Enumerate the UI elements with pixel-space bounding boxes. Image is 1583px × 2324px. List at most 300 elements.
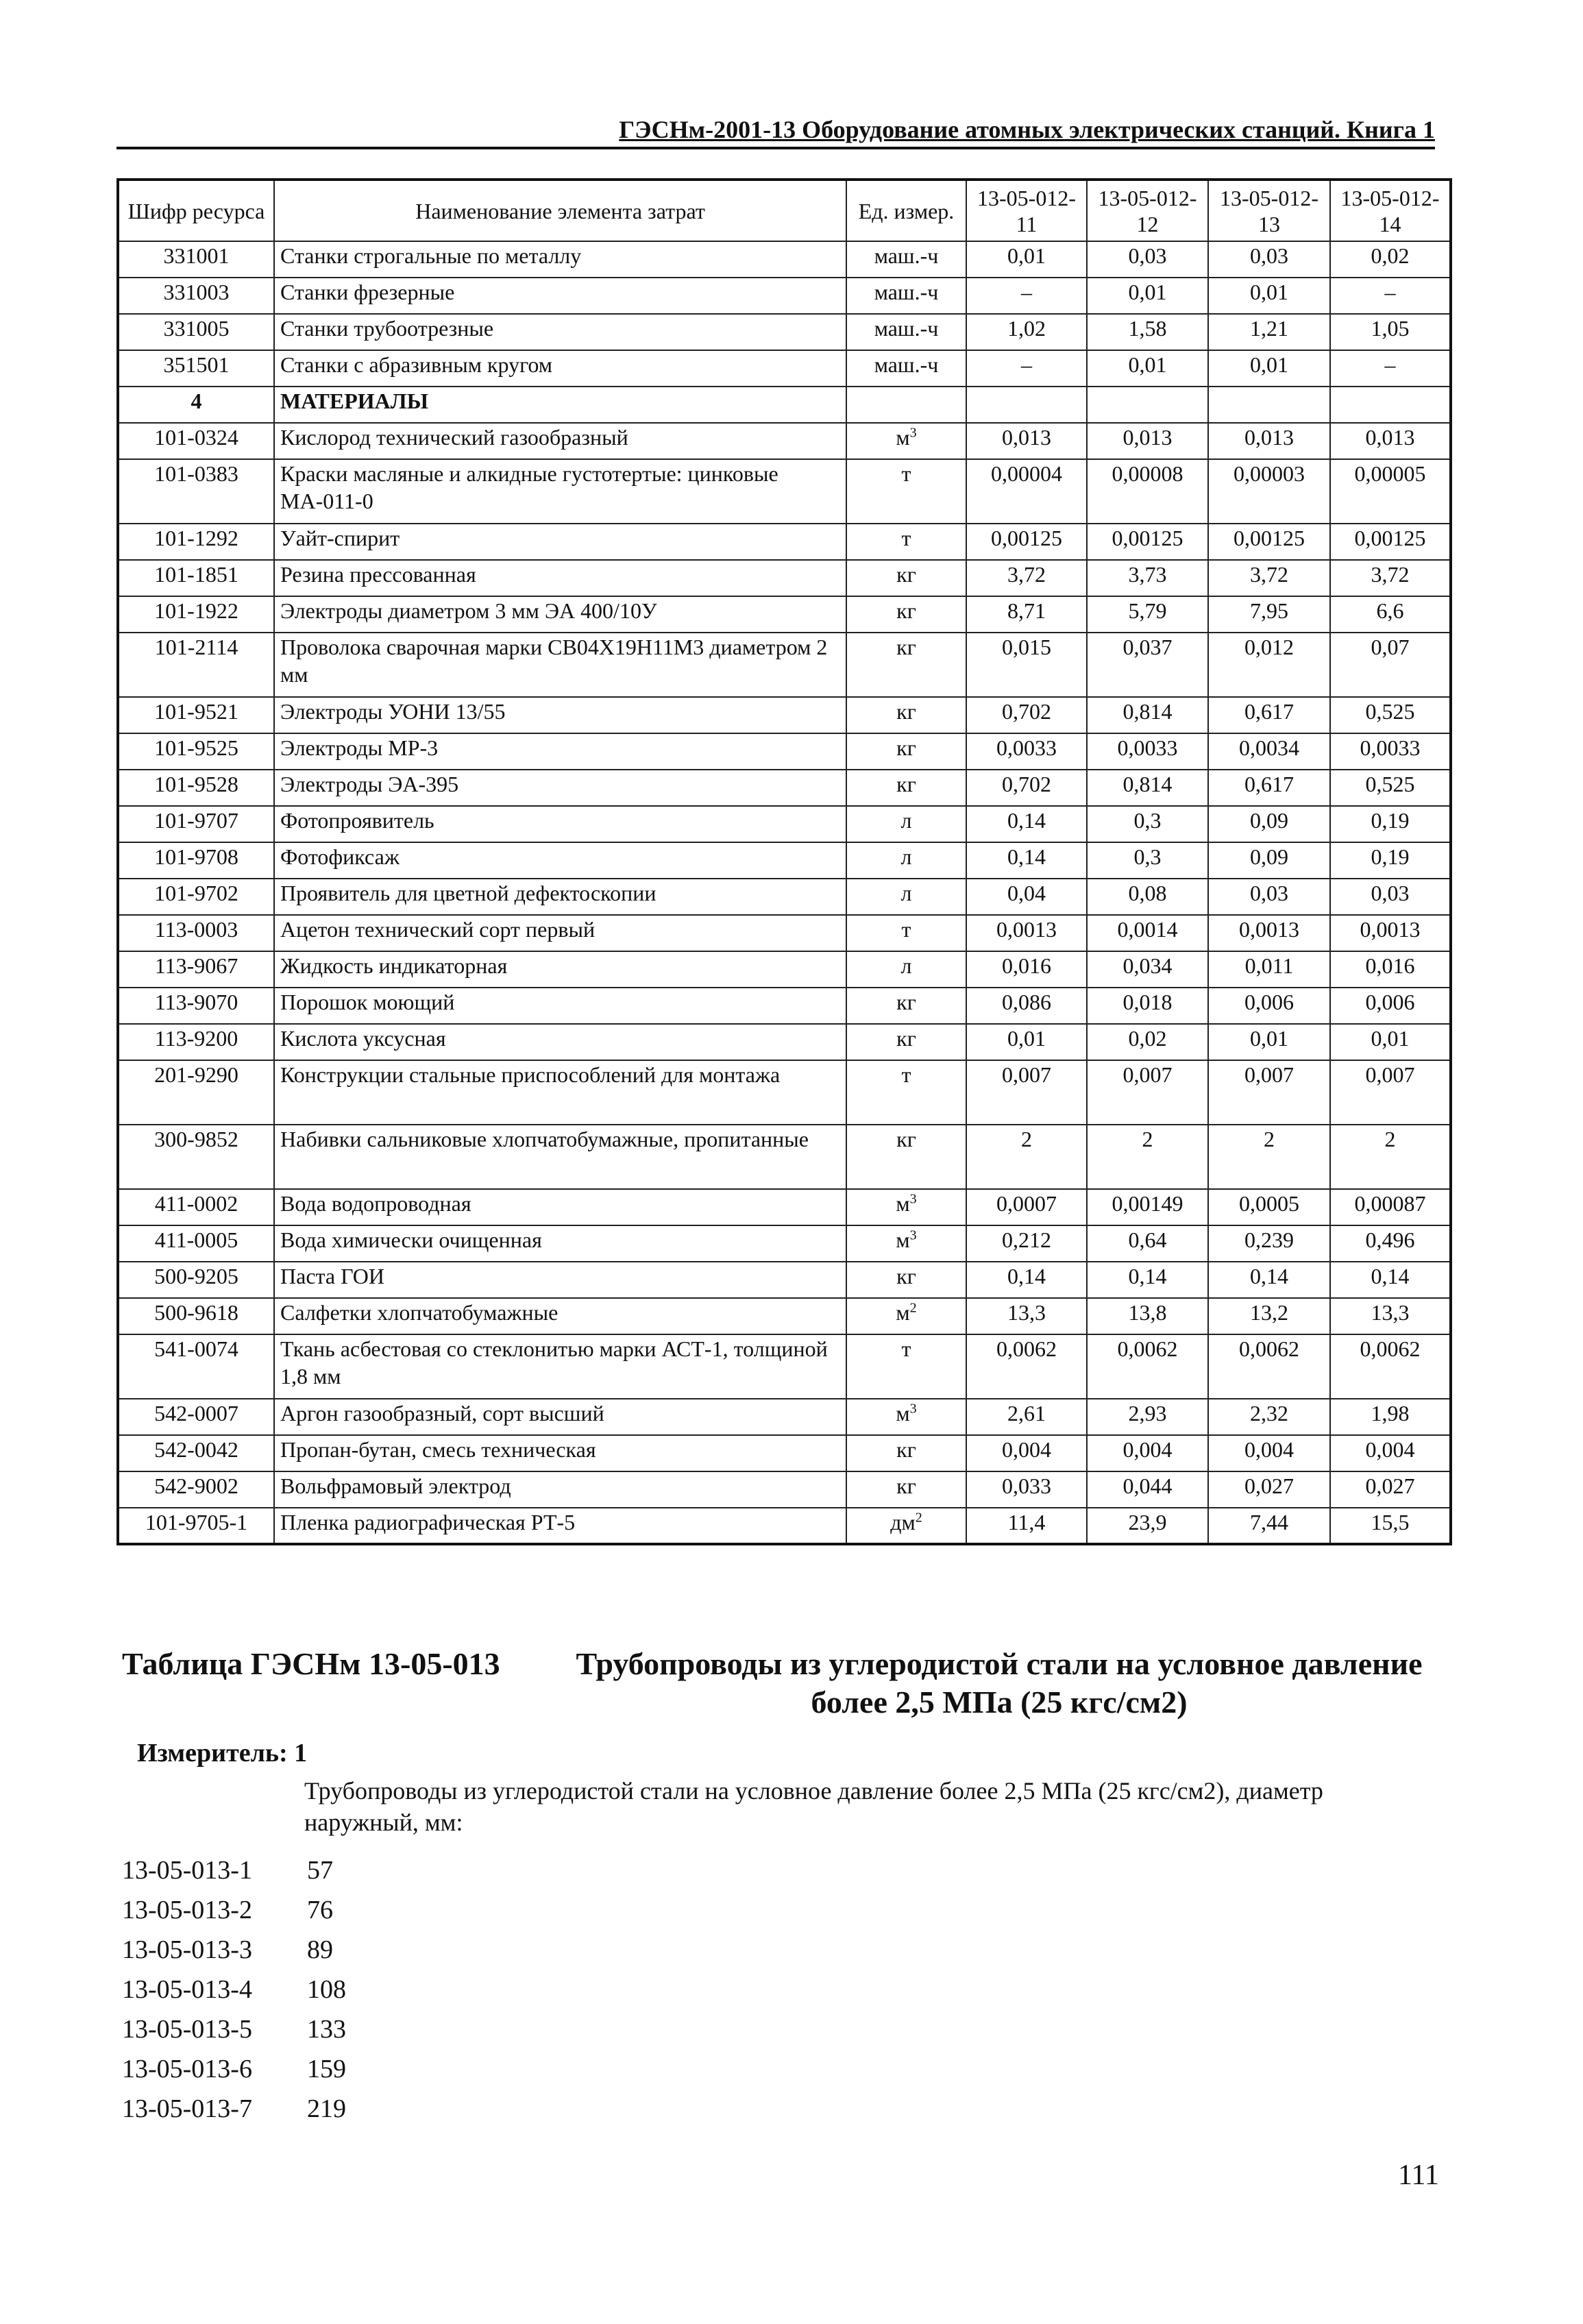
resource-code: 113-9200 (118, 1024, 274, 1060)
diameter-value: 108 (307, 1975, 346, 2004)
table-row (118, 1298, 1451, 1334)
resource-unit (846, 387, 966, 423)
resource-name: МАТЕРИАЛЫ (274, 387, 846, 423)
resource-code: 101-9525 (118, 733, 274, 770)
column-header: 13-05-012-12 (1087, 180, 1208, 241)
norm-value: 0,14 (966, 1262, 1087, 1298)
table-row (118, 1024, 1451, 1060)
norm-value: 0,3 (1087, 842, 1208, 879)
norm-value: 0,03 (1330, 879, 1451, 915)
table-body (118, 241, 1451, 1544)
norm-value: 2,61 (966, 1399, 1087, 1435)
header-title: ГЭСНм-2001-13 Оборудование атомных электрических станций. Книга 1 (619, 116, 1435, 143)
norm-value: 0,007 (966, 1060, 1087, 1125)
norm-value: 0,03 (1087, 241, 1208, 278)
resource-code: 4 (118, 387, 274, 423)
resource-unit (846, 951, 966, 988)
norm-value: 0,14 (966, 806, 1087, 842)
norm-code: 13-05-013-1 (122, 1856, 252, 1885)
norm-value: 0,617 (1208, 697, 1330, 733)
table-row (118, 350, 1451, 387)
column-header: 13-05-012-13 (1208, 180, 1330, 241)
column-header: Наименование элемента затрат (274, 180, 846, 241)
norm-code: 13-05-013-5 (122, 2015, 252, 2044)
diameter-value: 133 (307, 2015, 346, 2044)
resource-name: Аргон газообразный, сорт высший (274, 1399, 846, 1435)
table-row (118, 697, 1451, 733)
norm-value: 0,814 (1087, 697, 1208, 733)
norm-code: 13-05-013-6 (122, 2055, 252, 2083)
norm-value: – (966, 350, 1087, 387)
resource-unit (846, 697, 966, 733)
norm-value: 0,09 (1208, 842, 1330, 879)
unit-text: т (901, 917, 911, 942)
norm-value: – (966, 278, 1087, 314)
unit-text: т (901, 1062, 911, 1087)
norm-value: 13,3 (966, 1298, 1087, 1334)
resource-name: Станки с абразивным кругом (274, 350, 846, 387)
unit-text: кг (896, 1264, 916, 1288)
unit-text: кг (896, 635, 916, 659)
resource-code: 542-9002 (118, 1471, 274, 1508)
table-header-row (118, 180, 1451, 241)
resource-unit (846, 1125, 966, 1189)
list-item (122, 2009, 346, 2049)
resource-unit (846, 915, 966, 951)
unit-text: л (900, 844, 912, 869)
table-row (118, 1435, 1451, 1471)
list-item (122, 1850, 346, 1890)
table-row (118, 314, 1451, 350)
norm-value: 0,0062 (1087, 1334, 1208, 1399)
resource-name: Фотофиксаж (274, 842, 846, 879)
column-header: Ед. измер. (846, 180, 966, 241)
norm-value: 0,14 (1330, 1262, 1451, 1298)
norm-value: 0,034 (1087, 951, 1208, 988)
unit-text: т (901, 526, 911, 550)
norm-value: 2 (1087, 1125, 1208, 1189)
norm-value: 0,006 (1330, 988, 1451, 1024)
resource-name: Салфетки хлопчатобумажные (274, 1298, 846, 1334)
diameter-value: 219 (307, 2094, 346, 2123)
norm-value: 0,09 (1208, 806, 1330, 842)
norm-value: 11,4 (966, 1508, 1087, 1544)
resource-name: Ткань асбестовая со стеклонитью марки АСТ-1, толщиной 1,8 мм (274, 1334, 846, 1399)
unit-text: маш.-ч (874, 280, 939, 304)
resource-name: Электроды МР-3 (274, 733, 846, 770)
resource-code: 331005 (118, 314, 274, 350)
resource-code: 500-9618 (118, 1298, 274, 1334)
resource-unit (846, 278, 966, 314)
table-row (118, 1399, 1451, 1435)
resource-code: 201-9290 (118, 1060, 274, 1125)
norm-value: 0,007 (1208, 1060, 1330, 1125)
norm-value: 13,2 (1208, 1298, 1330, 1334)
table2-code-list (122, 1850, 346, 2129)
table-row (118, 596, 1451, 633)
resources-table (116, 178, 1452, 1545)
norm-value (1330, 387, 1451, 423)
table-row (118, 951, 1451, 988)
norm-value: 2 (1330, 1125, 1451, 1189)
resource-code: 500-9205 (118, 1262, 274, 1298)
resource-code: 101-0324 (118, 423, 274, 459)
norm-value: 0,19 (1330, 806, 1451, 842)
norm-value: 2,32 (1208, 1399, 1330, 1435)
resource-unit (846, 842, 966, 879)
unit-exponent: 3 (909, 425, 917, 441)
norm-value: 3,72 (966, 560, 1087, 596)
norm-value: 2 (1208, 1125, 1330, 1189)
norm-value: 1,98 (1330, 1399, 1451, 1435)
unit-exponent: 2 (915, 1510, 922, 1526)
norm-value: 0,212 (966, 1225, 1087, 1262)
resource-unit (846, 988, 966, 1024)
unit-text: м (896, 1227, 910, 1252)
list-item (122, 1890, 346, 1930)
norm-value: 0,00149 (1087, 1189, 1208, 1225)
resource-name: Станки трубоотрезные (274, 314, 846, 350)
norm-value: 0,525 (1330, 697, 1451, 733)
norm-value: 0,0013 (966, 915, 1087, 951)
norm-value: 0,0013 (1208, 915, 1330, 951)
norm-value: 0,64 (1087, 1225, 1208, 1262)
table2-description: Трубопроводы из углеродистой стали на условное давление более 2,5 МПа (25 кгс/см2), диаметр наружный, мм: (304, 1777, 1323, 1836)
resource-code: 101-1851 (118, 560, 274, 596)
resource-name: Вода химически очищенная (274, 1225, 846, 1262)
unit-text: м (896, 1191, 910, 1216)
unit-text: т (901, 1336, 911, 1361)
norm-value: 0,00125 (1208, 524, 1330, 560)
page-header (116, 112, 1435, 149)
resource-unit (846, 314, 966, 350)
table-row (118, 633, 1451, 697)
resource-code: 101-9707 (118, 806, 274, 842)
table-row (118, 988, 1451, 1024)
norm-value: 7,95 (1208, 596, 1330, 633)
resource-name: Электроды диаметром 3 мм ЭА 400/10У (274, 596, 846, 633)
list-item (122, 2049, 346, 2089)
norm-value: 0,0007 (966, 1189, 1087, 1225)
norm-value: 0,19 (1330, 842, 1451, 879)
norm-value: 0,702 (966, 697, 1087, 733)
resource-name: Резина прессованная (274, 560, 846, 596)
table-row (118, 915, 1451, 951)
table2-label: Таблица ГЭСНм 13-05-013 (122, 1646, 500, 1681)
resource-name: Порошок моющий (274, 988, 846, 1024)
unit-text: кг (896, 772, 916, 796)
resource-unit (846, 459, 966, 524)
unit-text: кг (896, 1473, 916, 1498)
table-row (118, 560, 1451, 596)
norm-value: 0,496 (1330, 1225, 1451, 1262)
norm-value: 0,004 (1330, 1435, 1451, 1471)
unit-text: л (900, 808, 912, 833)
norm-value: 0,016 (966, 951, 1087, 988)
table-row (118, 1125, 1451, 1189)
norm-value: 2 (966, 1125, 1087, 1189)
table-row (118, 1508, 1451, 1544)
norm-value: 0,0014 (1087, 915, 1208, 951)
norm-value: 0,01 (1208, 350, 1330, 387)
resource-code: 101-9521 (118, 697, 274, 733)
table2-title: Трубопроводы из углеродистой стали на условное давление более 2,5 МПа (25 кгс/см2) (576, 1646, 1423, 1720)
norm-value: 5,79 (1087, 596, 1208, 633)
resource-unit (846, 633, 966, 697)
norm-code: 13-05-013-3 (122, 1935, 252, 1964)
norm-value: 0,013 (1208, 423, 1330, 459)
norm-value: 0,037 (1087, 633, 1208, 697)
table-row (118, 278, 1451, 314)
norm-value: 0,00125 (1330, 524, 1451, 560)
resource-unit (846, 1298, 966, 1334)
norm-value: 7,44 (1208, 1508, 1330, 1544)
norm-value: 3,72 (1208, 560, 1330, 596)
norm-value: 0,00008 (1087, 459, 1208, 524)
norm-value (1087, 387, 1208, 423)
unit-text: кг (896, 1437, 916, 1462)
diameter-value: 89 (307, 1935, 333, 1964)
unit-text: кг (896, 990, 916, 1014)
norm-value: 0,01 (966, 241, 1087, 278)
norm-value: 0,044 (1087, 1471, 1208, 1508)
norm-value: 0,0033 (1087, 733, 1208, 770)
table-row (118, 459, 1451, 524)
unit-text: кг (896, 562, 916, 587)
unit-text: л (900, 953, 912, 978)
resource-unit (846, 1508, 966, 1544)
norm-value: 0,814 (1087, 770, 1208, 806)
norm-value: 0,00087 (1330, 1189, 1451, 1225)
page-number: 111 (1398, 2160, 1439, 2191)
norm-value: 3,73 (1087, 560, 1208, 596)
resource-name: Краски масляные и алкидные густотертые: цинковые МА-011-0 (274, 459, 846, 524)
norm-value: 15,5 (1330, 1508, 1451, 1544)
norm-value: 0,02 (1330, 241, 1451, 278)
resource-code: 411-0002 (118, 1189, 274, 1225)
table-row (118, 1262, 1451, 1298)
resource-name: Проявитель для цветной дефектоскопии (274, 879, 846, 915)
table-row (118, 1189, 1451, 1225)
list-item (122, 1930, 346, 1970)
norm-code: 13-05-013-4 (122, 1975, 252, 2004)
norm-value: 0,14 (966, 842, 1087, 879)
norm-value: 23,9 (1087, 1508, 1208, 1544)
unit-text: т (901, 461, 911, 486)
resource-unit (846, 770, 966, 806)
unit-text: кг (896, 1026, 916, 1051)
resource-unit (846, 1435, 966, 1471)
unit-text: маш.-ч (874, 243, 939, 268)
norm-value: 0,011 (1208, 951, 1330, 988)
unit-text: дм (890, 1510, 916, 1534)
norm-value: 0,01 (1208, 1024, 1330, 1060)
diameter-value: 57 (307, 1856, 333, 1885)
norm-value: 0,007 (1087, 1060, 1208, 1125)
unit-text: м (896, 1300, 910, 1325)
norm-value: 1,05 (1330, 314, 1451, 350)
resource-unit (846, 1189, 966, 1225)
resource-unit (846, 1399, 966, 1435)
norm-value: 0,0033 (1330, 733, 1451, 770)
norm-value: – (1330, 350, 1451, 387)
norm-value: 0,14 (1087, 1262, 1208, 1298)
resource-name: Ацетон технический сорт первый (274, 915, 846, 951)
table-row (118, 842, 1451, 879)
resource-unit (846, 350, 966, 387)
norm-value: 0,01 (1330, 1024, 1451, 1060)
resource-code: 411-0005 (118, 1225, 274, 1262)
table-row (118, 733, 1451, 770)
norm-value: 0,018 (1087, 988, 1208, 1024)
norm-value: 0,702 (966, 770, 1087, 806)
table-row (118, 1471, 1451, 1508)
unit-text: маш.-ч (874, 316, 939, 341)
resource-name: Уайт-спирит (274, 524, 846, 560)
norm-value: 0,525 (1330, 770, 1451, 806)
resource-name: Проволока сварочная марки СВ04Х19Н11М3 диаметром 2 мм (274, 633, 846, 697)
resource-unit (846, 524, 966, 560)
unit-text: кг (896, 735, 916, 760)
norm-value: 0,00003 (1208, 459, 1330, 524)
diameter-value: 76 (307, 1896, 333, 1924)
norm-value: 0,03 (1208, 879, 1330, 915)
resource-code: 542-0042 (118, 1435, 274, 1471)
norm-value: 0,01 (1208, 278, 1330, 314)
norm-value: 0,239 (1208, 1225, 1330, 1262)
norm-code: 13-05-013-7 (122, 2094, 252, 2123)
resource-unit (846, 241, 966, 278)
resource-unit (846, 560, 966, 596)
unit-exponent: 2 (909, 1300, 917, 1316)
resource-name: Электроды ЭА-395 (274, 770, 846, 806)
resource-code: 331001 (118, 241, 274, 278)
norm-value: 0,007 (1330, 1060, 1451, 1125)
resource-unit (846, 1471, 966, 1508)
unit-text: кг (896, 699, 916, 724)
norm-value: 1,21 (1208, 314, 1330, 350)
norm-value: 0,013 (1087, 423, 1208, 459)
resource-unit (846, 1262, 966, 1298)
resource-code: 101-0383 (118, 459, 274, 524)
resource-code: 101-9702 (118, 879, 274, 915)
resource-unit (846, 1024, 966, 1060)
resource-code: 113-9067 (118, 951, 274, 988)
norm-value: 0,027 (1330, 1471, 1451, 1508)
table-row (118, 241, 1451, 278)
resource-name: Паста ГОИ (274, 1262, 846, 1298)
norm-value: 2,93 (1087, 1399, 1208, 1435)
norm-value: 0,0005 (1208, 1189, 1330, 1225)
table-row (118, 1334, 1451, 1399)
unit-text: кг (896, 1127, 916, 1151)
norm-value: 0,00004 (966, 459, 1087, 524)
unit-exponent: 3 (909, 1191, 917, 1207)
resource-name: Жидкость индикаторная (274, 951, 846, 988)
resource-code: 101-9528 (118, 770, 274, 806)
list-item (122, 2089, 346, 2129)
norm-value (966, 387, 1087, 423)
norm-value: 0,00125 (966, 524, 1087, 560)
resource-unit (846, 1225, 966, 1262)
resource-unit (846, 733, 966, 770)
resource-code: 101-2114 (118, 633, 274, 697)
norm-value: 0,03 (1208, 241, 1330, 278)
resource-name: Кислород технический газообразный (274, 423, 846, 459)
norm-value: 0,00125 (1087, 524, 1208, 560)
column-header: Шифр ресурса (118, 180, 274, 241)
resource-code: 101-1292 (118, 524, 274, 560)
norm-value: 0,0062 (1208, 1334, 1330, 1399)
resource-code: 351501 (118, 350, 274, 387)
resource-unit (846, 806, 966, 842)
resource-code: 113-9070 (118, 988, 274, 1024)
table-row (118, 524, 1451, 560)
resource-code: 101-1922 (118, 596, 274, 633)
resource-code: 300-9852 (118, 1125, 274, 1189)
resource-unit (846, 423, 966, 459)
norm-value: 0,086 (966, 988, 1087, 1024)
norm-value: 0,01 (966, 1024, 1087, 1060)
resource-name: Вольфрамовый электрод (274, 1471, 846, 1508)
norm-value: 0,016 (1330, 951, 1451, 988)
norm-value: 0,015 (966, 633, 1087, 697)
norm-value: 1,02 (966, 314, 1087, 350)
unit-text: м (896, 1401, 910, 1426)
norm-value: 13,3 (1330, 1298, 1451, 1334)
table-row (118, 423, 1451, 459)
norm-code: 13-05-013-2 (122, 1896, 252, 1924)
norm-value: 0,004 (1208, 1435, 1330, 1471)
resource-name: Кислота уксусная (274, 1024, 846, 1060)
unit-exponent: 3 (909, 1401, 917, 1417)
resource-code: 113-0003 (118, 915, 274, 951)
table-row (118, 1225, 1451, 1262)
unit-text: л (900, 881, 912, 905)
norm-value: 0,027 (1208, 1471, 1330, 1508)
norm-value: 0,14 (1208, 1262, 1330, 1298)
resource-name: Пропан-бутан, смесь техническая (274, 1435, 846, 1471)
norm-value: 0,0062 (1330, 1334, 1451, 1399)
table-row (118, 770, 1451, 806)
norm-value: 0,01 (1087, 278, 1208, 314)
norm-value: 0,033 (966, 1471, 1087, 1508)
resource-name: Станки фрезерные (274, 278, 846, 314)
norm-value: 3,72 (1330, 560, 1451, 596)
norm-value: 0,3 (1087, 806, 1208, 842)
norm-value: 0,004 (1087, 1435, 1208, 1471)
norm-value: 0,004 (966, 1435, 1087, 1471)
resource-name: Вода водопроводная (274, 1189, 846, 1225)
resource-code: 101-9705-1 (118, 1508, 274, 1544)
resource-unit (846, 596, 966, 633)
resource-code: 542-0007 (118, 1399, 274, 1435)
resource-code: 331003 (118, 278, 274, 314)
resource-name: Пленка радиографическая РТ-5 (274, 1508, 846, 1544)
norm-value: 0,07 (1330, 633, 1451, 697)
resource-code: 101-9708 (118, 842, 274, 879)
resource-unit (846, 1334, 966, 1399)
norm-value: 0,02 (1087, 1024, 1208, 1060)
resource-name: Электроды УОНИ 13/55 (274, 697, 846, 733)
list-item (122, 1970, 346, 2009)
resource-unit (846, 1060, 966, 1125)
norm-value: 0,01 (1087, 350, 1208, 387)
table-row (118, 387, 1451, 423)
norm-value: 0,08 (1087, 879, 1208, 915)
table-row (118, 1060, 1451, 1125)
norm-value: – (1330, 278, 1451, 314)
